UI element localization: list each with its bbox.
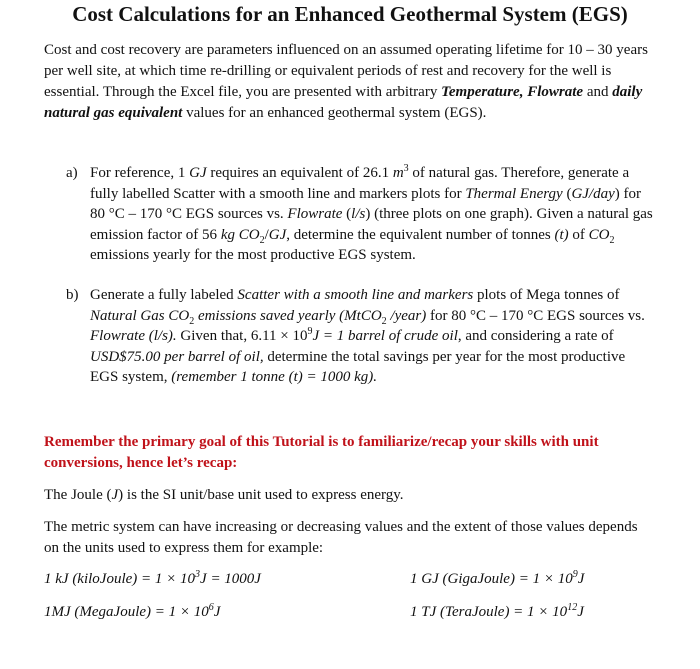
page-title: Cost Calculations for an Enhanced Geothermal System (EGS) [72,2,628,26]
flowrate-term: Flowrate [527,84,584,100]
question-a: a) For reference, 1 GJ requires an equivalent of 26.1 $m^3$ of natural gas. Therefore, generate a fully labelled Scatter with a smooth line and markers plots for Thermal Energy (GJ/day) for 80 °C – 170 °C EGS sources vs. Flowrate (l/s) (three plots on one graph). Given a natural gas emission factor of 56 kg $CO_2/GJ$, determine the equivalent number of tonnes (t) of $CO_2$ emissions yearly for the most productive EGS system. [66,163,653,263]
recap-heading: Remember the primary goal of this Tutorial is to familiarize/recap your skills with unit conversions, hence let’s recap: [44,434,599,471]
equation-terajoule: 1 TJ (TeraJoule) = $1 \times 10^{12}J$ [410,602,584,620]
equation-megajoule: 1MJ (MegaJoule) = $1 \times 10^6J$ [44,602,221,620]
equation-gigajoule: 1 GJ (GigaJoule) = $1 \times 10^9J$ [410,569,585,587]
intro-paragraph: Cost and cost recovery are parameters influenced on an assumed operating lifetime for 10 – 30 years per well site, at which time re-drilling or equivalent periods of rest and recovery for the well is essential. Through the Excel file, you are presented with arbitrary Temperature, Flowrate and daily natural gas equivalent values for an enhanced geothermal system (EGS). [44,42,648,121]
joule-paragraph: The Joule (J) is the SI unit/base unit used to express energy. [44,487,404,503]
question-a-label: a) [66,165,78,181]
temperature-term: Temperature, [441,84,524,100]
gas-equivalent-term: daily natural gas equivalent [44,84,643,121]
metric-paragraph: The metric system can have increasing or decreasing values and the extent of those values depends on the units used to express them for example: [44,519,638,556]
question-b: b) Generate a fully labeled Scatter with a smooth line and markers plots of Mega tonnes of Natural Gas $CO_2$ emissions saved yearly (MtCO$_2$ /year) for 80 °C – 170 °C EGS sources vs. Flowrate (l/s). Given that, $6.11 \times 10^9J = 1$ barrel of crude oil, and considering a rate of USD$75.00 per barrel of oil, determine the total savings per year for the most productive EGS system, (remember 1 tonne (t) = 1000 kg). [66,287,645,385]
equation-kilojoule: 1 kJ (kiloJoule) = $1 \times 10^3J = 1000J$ [44,569,261,587]
question-b-label: b) [66,287,79,303]
